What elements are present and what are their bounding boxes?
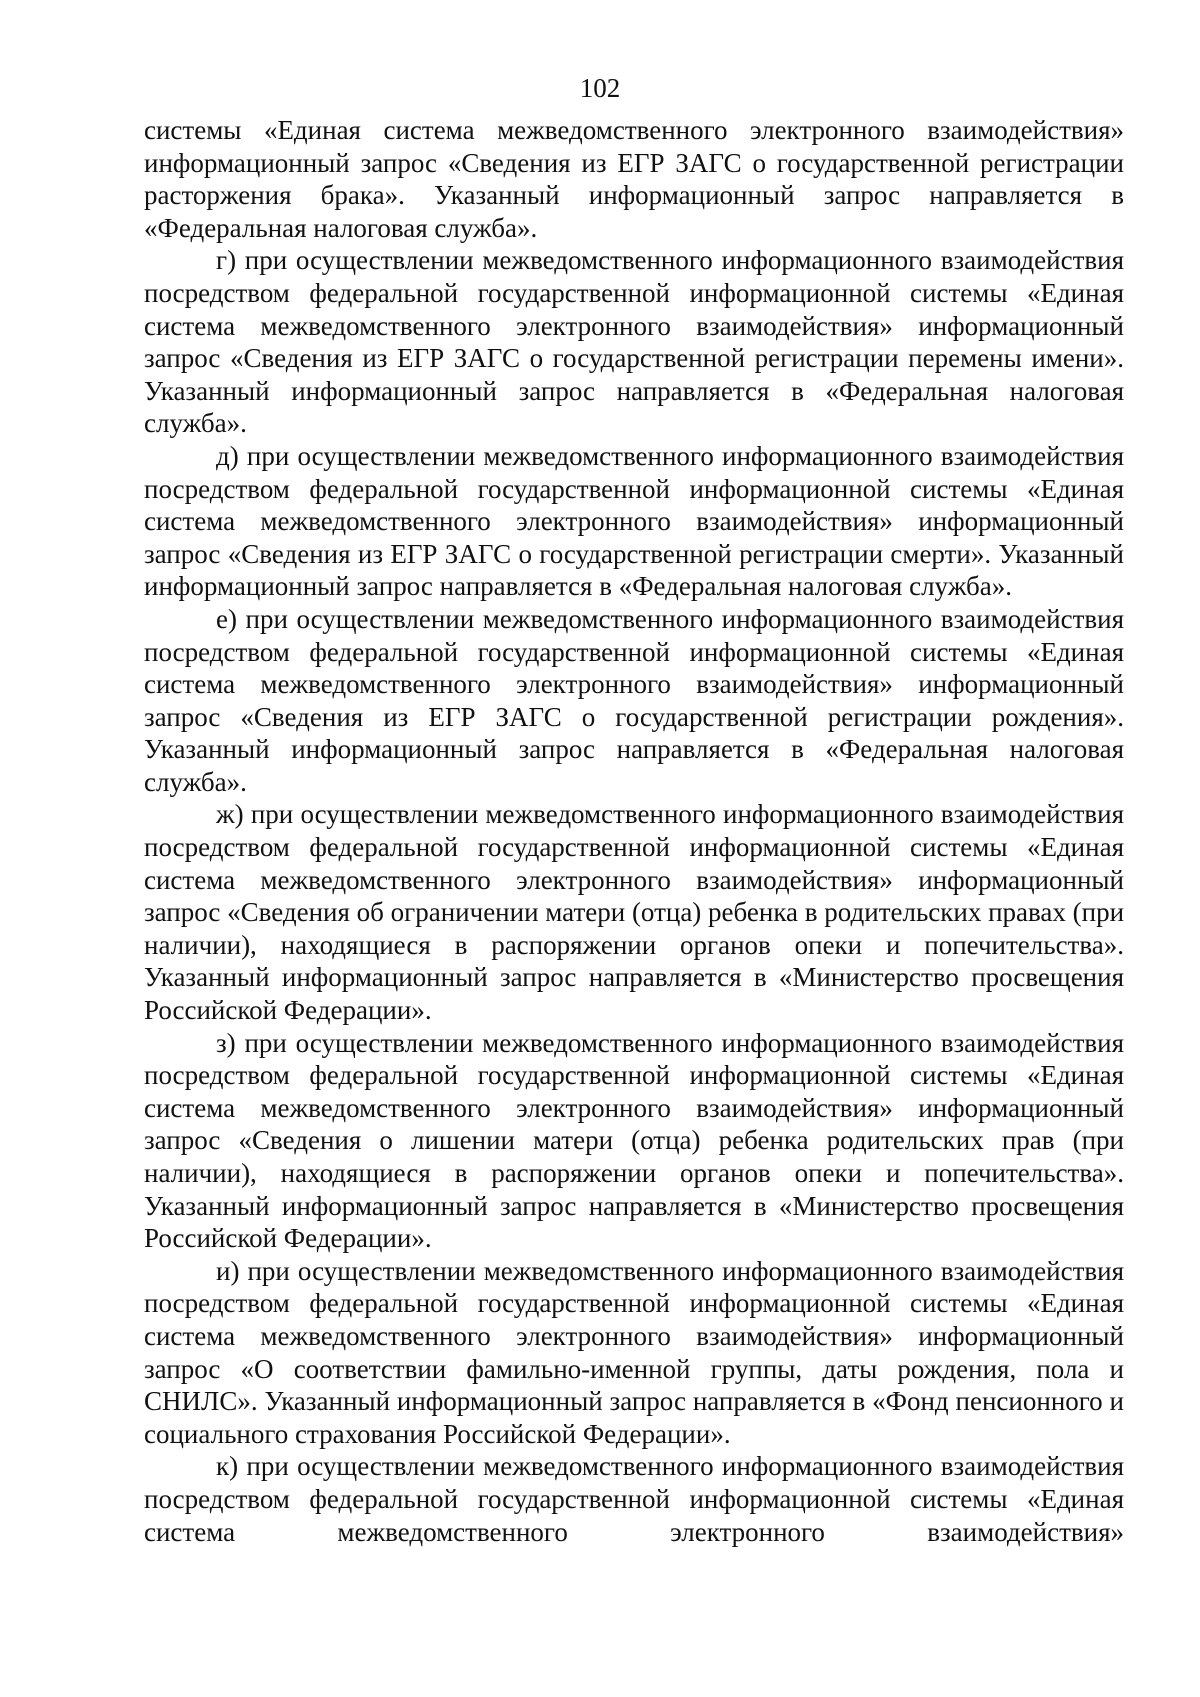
paragraph-item-d: д) при осуществлении межведомственного информационного взаимодействия посредством федеральной государственной информационной системы «Единая система межведомственного электронного взаимодействия» информационный запрос «Сведения из ЕГР ЗАГС о государственной регистрации смерти». Указанный информационный запрос направляется в «Федеральная налоговая служба». <box>144 440 1124 602</box>
paragraph-item-z: з) при осуществлении межведомственного информационного взаимодействия посредством федеральной государственной информационной системы «Единая система межведомственного электронного взаимодействия» информационный запрос «Сведения о лишении матери (отца) ребенка родительских прав (при наличии), находящиеся в распоряжении органов опеки и попечительства». Указанный информационный запрос направляется в «Министерство просвещения Российской Федерации». <box>144 1027 1124 1254</box>
paragraph-item-e: е) при осуществлении межведомственного информационного взаимодействия посредством федеральной государственной информационной системы «Единая система межведомственного электронного взаимодействия» информационный запрос «Сведения из ЕГР ЗАГС о государственной регистрации рождения». Указанный информационный запрос направляется в «Федеральная налоговая служба». <box>144 603 1124 797</box>
document-body <box>144 114 1124 1548</box>
paragraph-item-zh: ж) при осуществлении межведомственного информационного взаимодействия посредством федеральной государственной информационной системы «Единая система межведомственного электронного взаимодействия» информационный запрос «Сведения об ограничении матери (отца) ребенка в родительских правах (при наличии), находящиеся в распоряжении органов опеки и попечительства». Указанный информационный запрос направляется в «Министерство просвещения Российской Федерации». <box>144 799 1125 1026</box>
paragraph-item-i: и) при осуществлении межведомственного информационного взаимодействия посредством федеральной государственной информационной системы «Единая система межведомственного электронного взаимодействия» информационный запрос «О соответствии фамильно-именной группы, даты рождения, пола и СНИЛС». Указанный информационный запрос направляется в «Фонд пенсионного и социального страхования Российской Федерации». <box>144 1255 1124 1449</box>
paragraph-item-k: к) при осуществлении межведомственного информационного взаимодействия посредством федеральной государственной информационной системы «Единая система межведомственного электронного взаимодействия» <box>144 1451 1124 1547</box>
paragraph-continuation: системы «Единая система межведомственного электронного взаимодействия» информационный запрос «Сведения из ЕГР ЗАГС о государственной регистрации расторжения брака». Указанный информационный запрос направляется в «Федеральная налоговая служба». <box>144 115 1124 243</box>
page-number: 102 <box>579 73 621 103</box>
paragraph-item-g: г) при осуществлении межведомственного информационного взаимодействия посредством федеральной государственной информационной системы «Единая система межведомственного электронного взаимодействия» информационный запрос «Сведения из ЕГР ЗАГС о государственной регистрации перемены имени». Указанный информационный запрос направляется в «Федеральная налоговая служба». <box>144 245 1124 439</box>
